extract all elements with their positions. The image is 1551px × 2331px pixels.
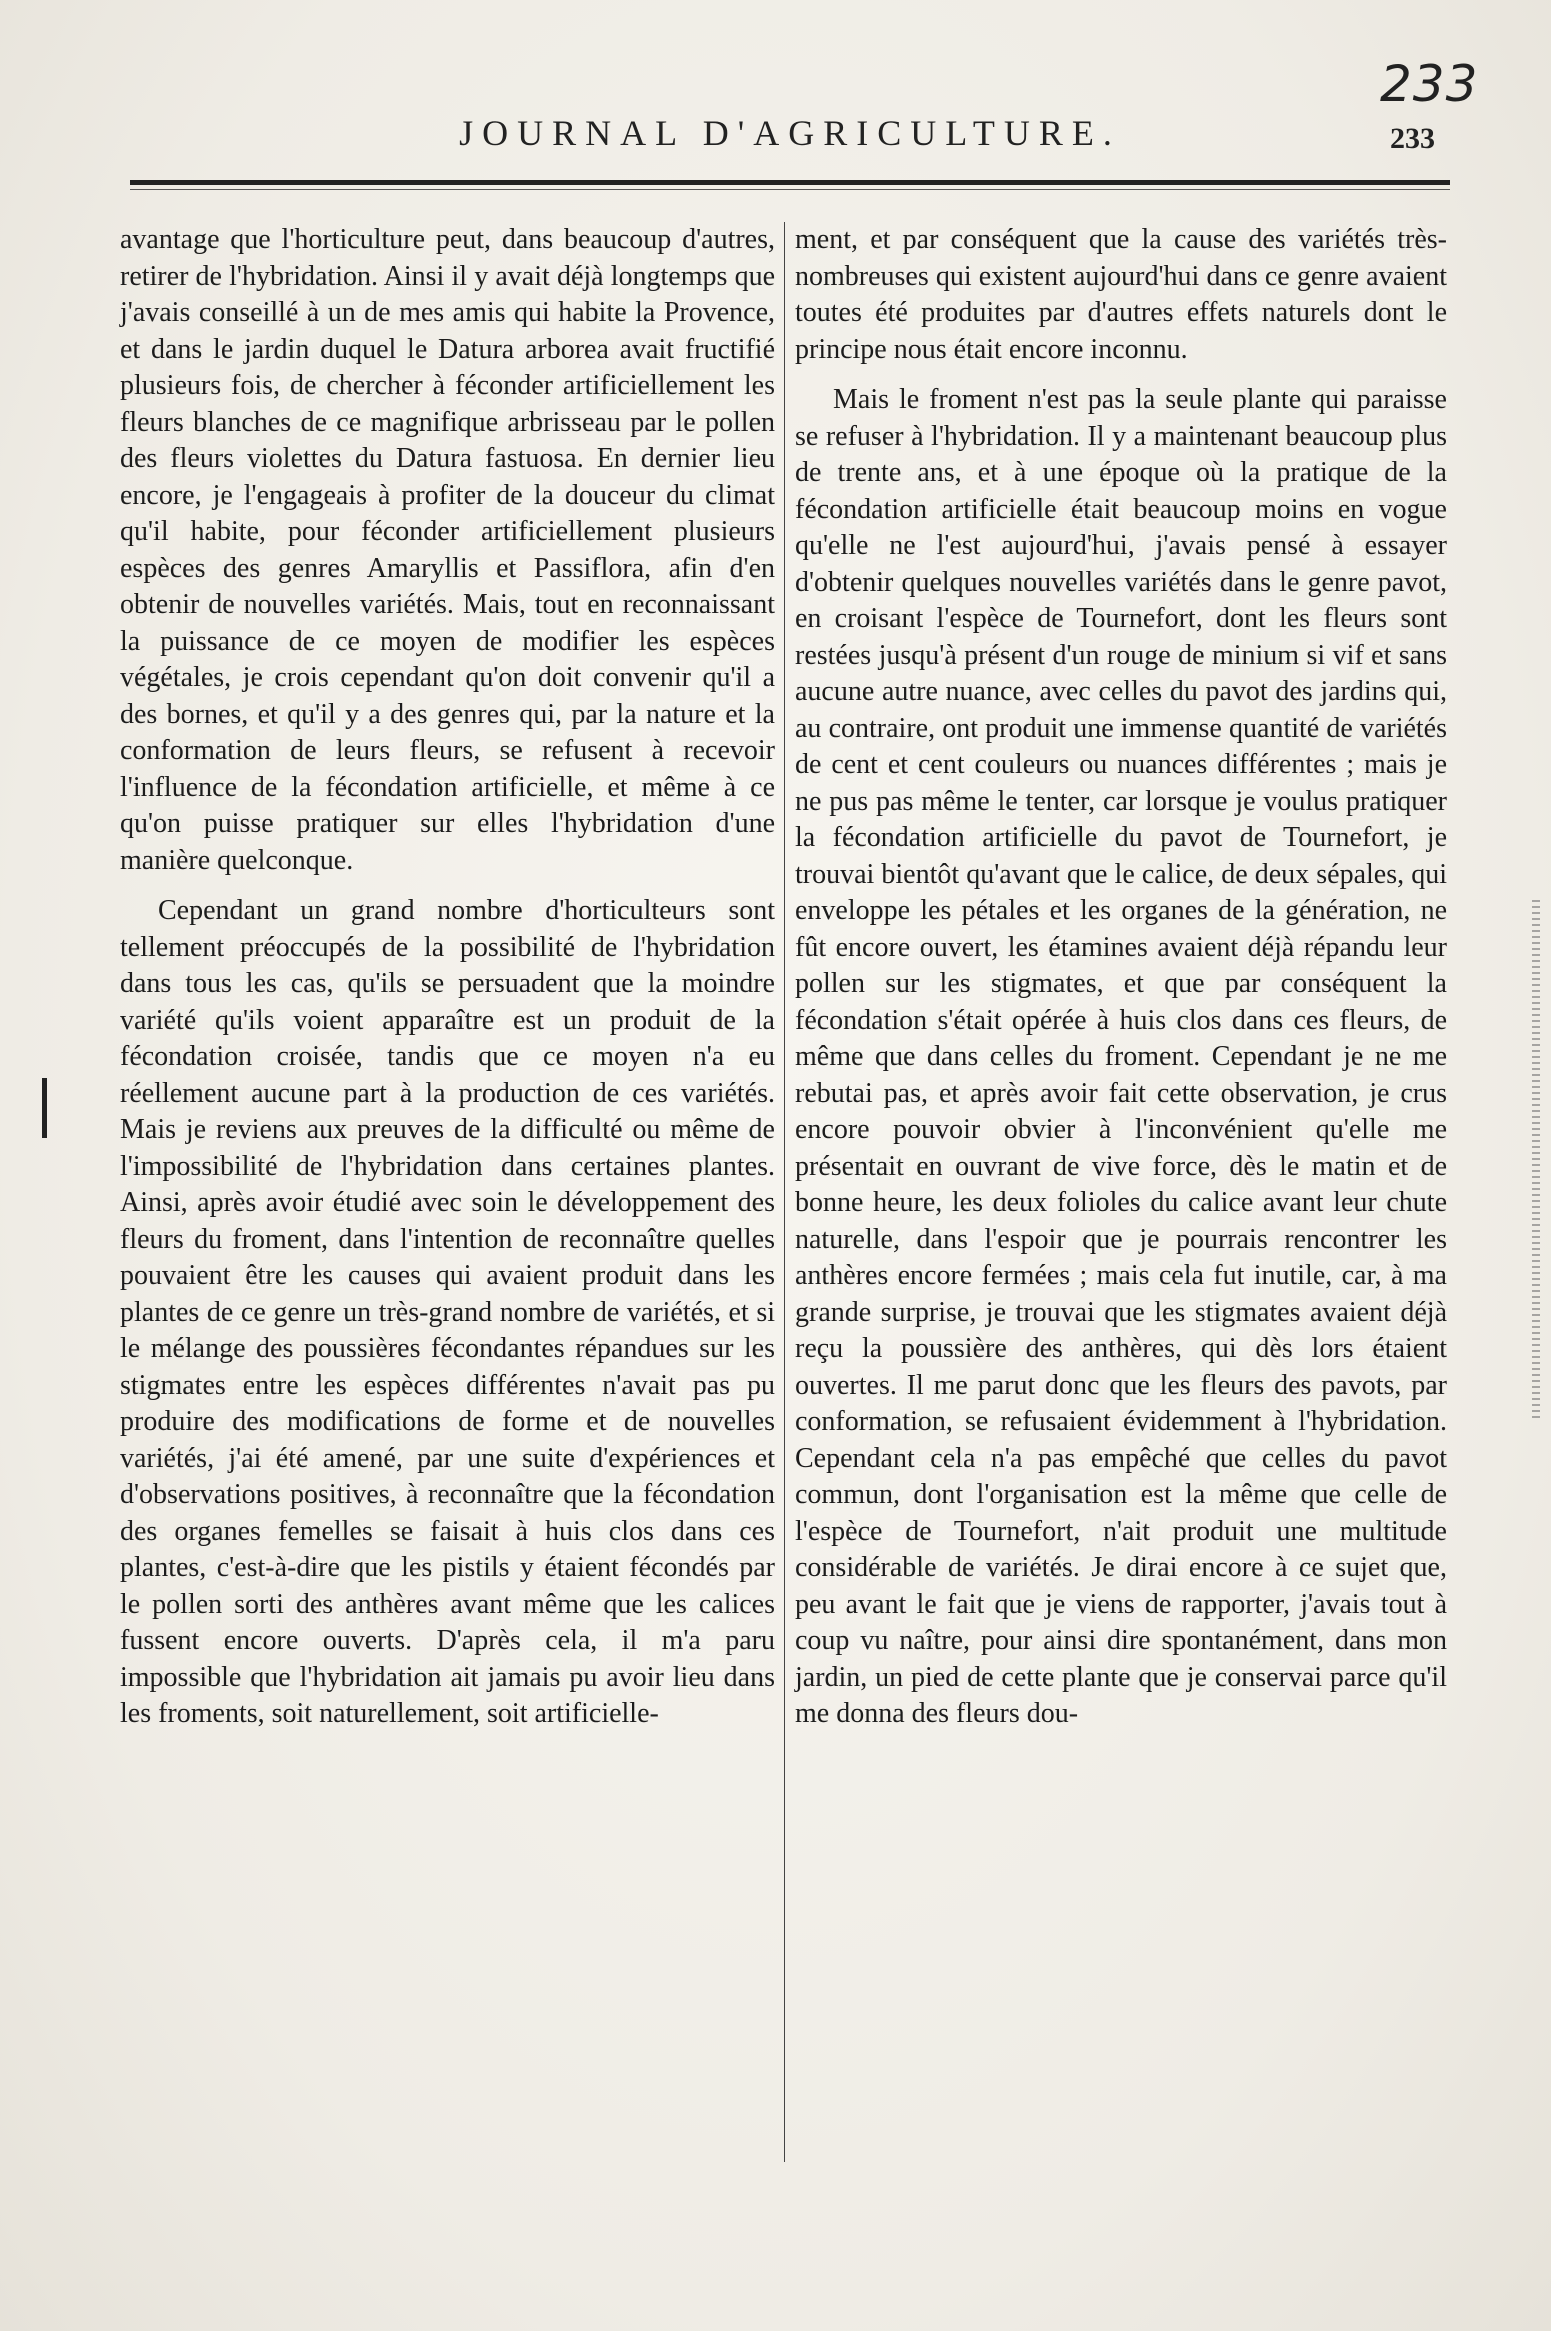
handwritten-page-number: 233: [1380, 55, 1479, 113]
running-head: JOURNAL D'AGRICULTURE.: [459, 113, 1121, 153]
header-rule-thin: [130, 189, 1450, 190]
margin-mark: [42, 1078, 47, 1138]
column-divider: [784, 222, 785, 2162]
right-paragraph-2: Mais le froment n'est pas la seule plante qui paraisse se refuser à l'hybridation. Il y a maintenant beaucoup plus de trente ans, et à une époque où la pratique de la fécondation artificielle était beaucoup moins en vogue qu'elle ne l'est aujourd'hui, j'avais pensé à essayer d'obtenir quelques nouvelles variétés dans le genre pavot, en croisant l'espèce de Tournefort, dont les fleurs sont restées jusqu'à présent d'un rouge de minium si vif et sans aucune autre nuance, avec celles du pavot des jardins qui, au contraire, ont produit une immense quantité de variétés de cent et cent couleurs ou nuances différentes ; mais je ne pus pas même le tenter, car lorsque je voulus pratiquer la fécondation artificielle du pavot de Tournefort, je trouvai bientôt qu'avant que le calice, de deux sépales, qui enveloppe les pétales et les organes de la génération, ne fût encore ouvert, les étamines avaient déjà répandu leur pollen sur les stigmates, et que par conséquent la fécondation s'était opérée à huis clos dans ces fleurs, de même que dans celles du froment. Cependant je ne me rebutai pas, et après avoir fait cette observation, je crus encore pouvoir obvier à l'inconvénient qu'elle me présentait en ouvrant de vive force, dès le matin et de bonne heure, les deux folioles du calice avant leur chute naturelle, dans l'espoir que je pourrais rencontrer les anthères encore fermées ; mais cela fut inutile, car, à ma grande surprise, je trouvai que les stigmates avaient déjà reçu la poussière des anthères, qui dès lors étaient ouvertes. Il me parut donc que les fleurs des pavots, par conformation, se refusaient évidemment à l'hybridation. Cependant cela n'a pas empêché que celles du pavot commun, dont l'organisation est la même que celle de l'espèce de Tournefort, n'ait produit une multitude considérable de variétés. Je dirai encore à ce sujet que, peu avant le fait que je viens de rapporter, j'avais tout à coup vu naître, pour ainsi dire spontanément, dans mon jardin, un pied de cette plante que je conservai parce qu'il me donna des fleurs dou-: [795, 384, 1447, 1729]
printed-page-number: 233: [1390, 122, 1435, 155]
edge-scan-artifact: [1532, 900, 1540, 1420]
left-paragraph-1: avantage que l'horticulture peut, dans beaucoup d'autres, retirer de l'hybridation. Ainsi il y avait déjà longtemps que j'avais conseillé à un de mes amis qui habite la Provence, et dans le jardin duquel le Datura arborea avait fructifié plusieurs fois, de chercher à féconder artificiellement les fleurs blanches de ce magnifique arbrisseau par le pollen des fleurs violettes du Datura fastuosa. En dernier lieu encore, je l'engageais à profiter de la douceur du climat qu'il habite, pour féconder artificiellement plusieurs espèces des genres Amaryllis et Passiflora, afin d'en obtenir de nouvelles variétés. Mais, tout en reconnaissant la puissance de ce moyen de modifier les espèces végétales, je crois cependant qu'on doit convenir qu'il a des bornes, et qu'il y a des genres qui, par la nature et la conformation de leurs fleurs, se refusent à recevoir l'influence de la fécondation artificielle, et même à ce qu'on puisse pratiquer sur elles l'hybridation d'une manière quelconque.: [120, 224, 775, 876]
right-column: [795, 222, 1447, 1733]
left-column: [120, 222, 775, 1733]
header-rule-thick: [130, 180, 1450, 185]
right-paragraph-1: ment, et par conséquent que la cause des variétés très-nombreuses qui existent aujourd'hui dans ce genre avaient toutes été produites par d'autres effets naturels dont le principe nous était encore inconnu.: [795, 224, 1447, 365]
left-paragraph-2: Cependant un grand nombre d'horticulteurs sont tellement préoccupés de la possibilité de l'hybridation dans tous les cas, qu'ils se persuadent que la moindre variété qu'ils voient apparaître est un produit de la fécondation croisée, tandis que ce moyen n'a eu réellement aucune part à la production de ces variétés. Mais je reviens aux preuves de la difficulté ou même de l'impossibilité de l'hybridation dans certaines plantes. Ainsi, après avoir étudié avec soin le développement des fleurs du froment, dans l'intention de reconnaître quelles pouvaient être les causes qui avaient produit dans les plantes de ce genre un très-grand nombre de variétés, et si le mélange des poussières fécondantes répandues sur les stigmates entre les espèces différentes n'avait pas pu produire des modifications de forme et de nouvelles variétés, j'ai été amené, par une suite d'expériences et d'observations positives, à reconnaître que la fécondation des organes femelles se faisait à huis clos dans ces plantes, c'est-à-dire que les pistils y étaient fécondés par le pollen sorti des anthères avant même que les calices fussent encore ouverts. D'après cela, il m'a paru impossible que l'hybridation ait jamais pu avoir lieu dans les froments, soit naturellement, soit artificielle-: [120, 895, 775, 1729]
